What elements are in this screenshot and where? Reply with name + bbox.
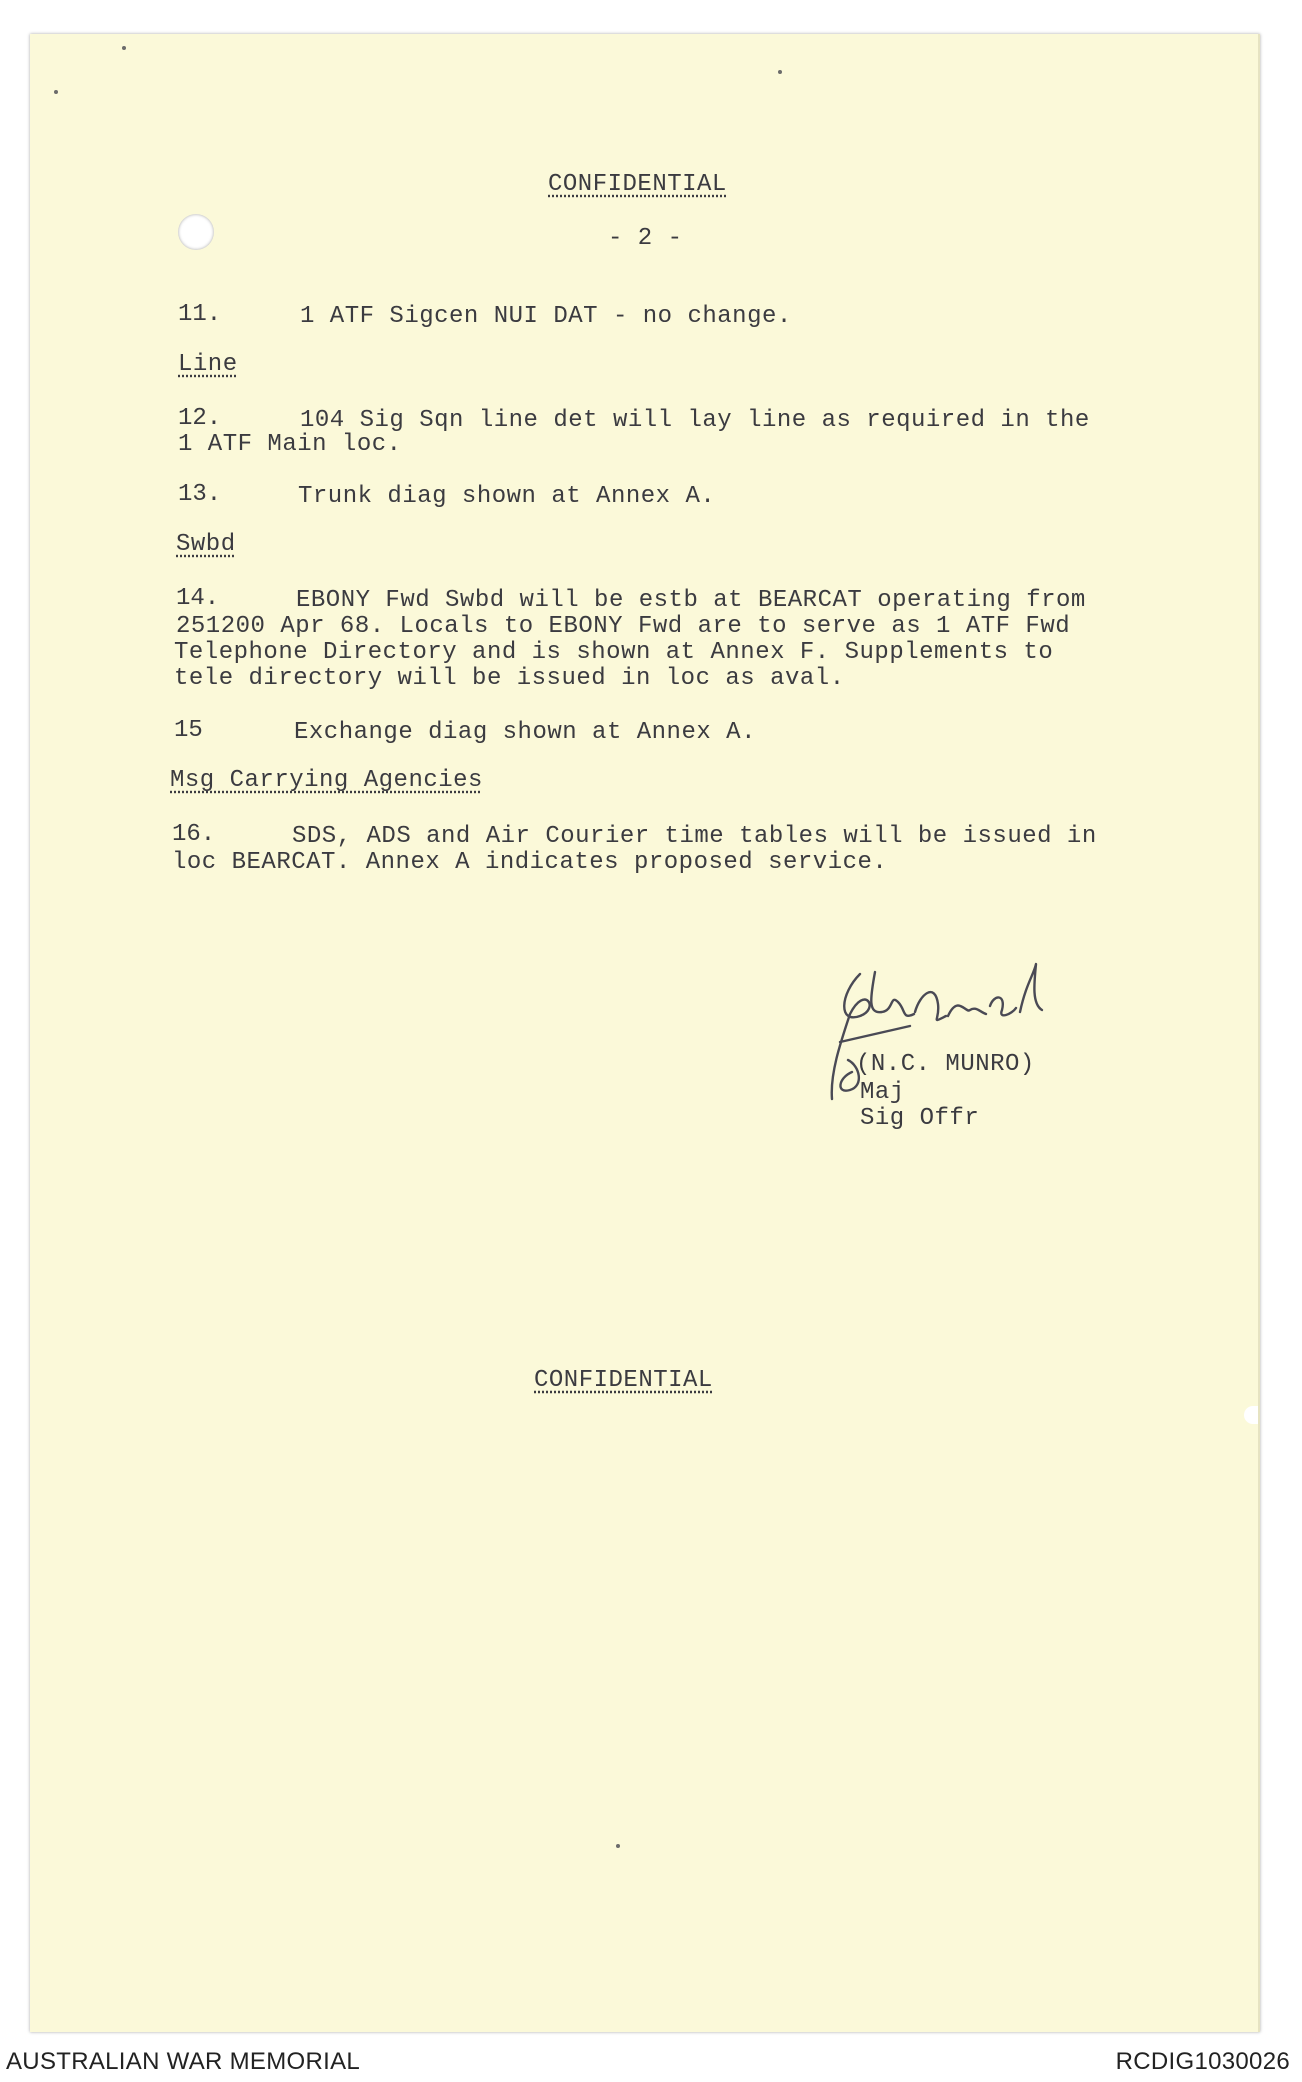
para-text: Exchange diag shown at Annex A. (294, 719, 756, 746)
para-number: 16. (172, 821, 216, 848)
document-page (30, 34, 1260, 2032)
section-heading: Swbd (176, 531, 236, 558)
para-text: 251200 Apr 68. Locals to EBONY Fwd are to serve as 1 ATF Fwd (176, 613, 1071, 640)
para-number: 13. (178, 481, 222, 508)
archive-caption-right: RCDIG1030026 (1115, 2048, 1290, 2075)
signatory-rank: Maj (860, 1079, 905, 1106)
para-text: 1 ATF Sigcen NUI DAT - no change. (300, 303, 792, 330)
section-heading: Msg Carrying Agencies (170, 767, 483, 794)
edge-notch (1244, 1406, 1258, 1424)
para-text: Telephone Directory and is shown at Annex F. Supplements to (174, 639, 1054, 666)
header-classification: CONFIDENTIAL (548, 171, 727, 198)
page-number: - 2 - (608, 225, 683, 252)
para-text: SDS, ADS and Air Courier time tables will be issued in (292, 823, 1097, 850)
para-text: 1 ATF Main loc. (178, 431, 402, 458)
para-number: 11. (178, 301, 222, 328)
paper-speck (616, 1844, 620, 1848)
para-text: 104 Sig Sqn line det will lay line as required in the (300, 407, 1090, 434)
para-text: EBONY Fwd Swbd will be estb at BEARCAT operating from (296, 587, 1086, 614)
paper-speck (54, 90, 58, 94)
signatory-name: (N.C. MUNRO) (856, 1051, 1035, 1078)
para-number: 12. (178, 405, 222, 432)
para-number: 15 (174, 717, 203, 744)
section-heading: Line (178, 351, 238, 378)
para-text: Trunk diag shown at Annex A. (298, 483, 716, 510)
para-text: loc BEARCAT. Annex A indicates proposed service. (172, 849, 888, 876)
paper-speck (122, 46, 126, 50)
punch-hole (178, 214, 214, 250)
footer-classification: CONFIDENTIAL (534, 1367, 713, 1394)
signatory-appointment: Sig Offr (860, 1105, 980, 1132)
para-text: tele directory will be issued in loc as aval. (174, 665, 845, 692)
archive-caption-left: AUSTRALIAN WAR MEMORIAL (6, 2048, 361, 2075)
paper-speck (778, 70, 782, 74)
para-number: 14. (176, 585, 220, 612)
